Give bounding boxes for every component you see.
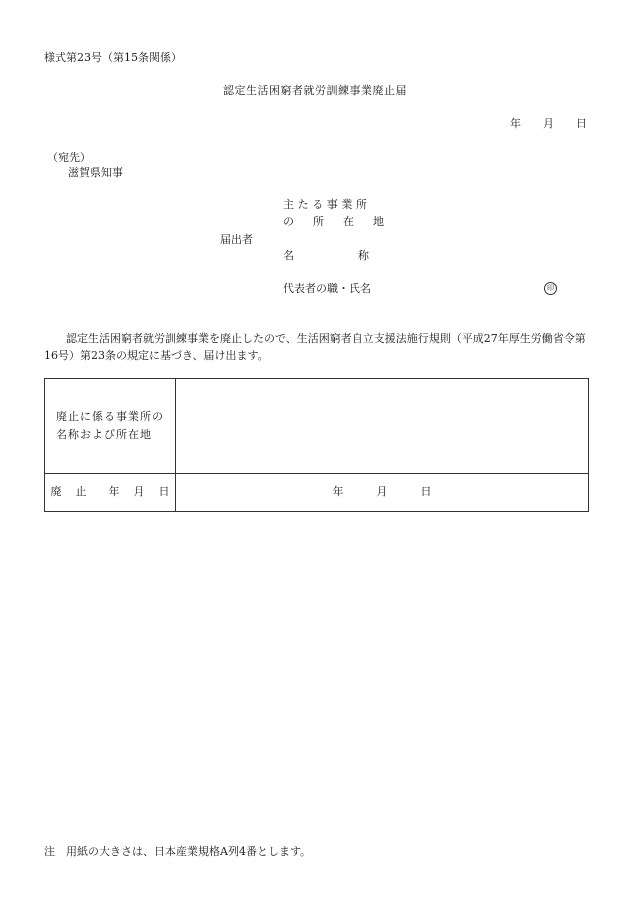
date-month: 月 [543,117,554,130]
abolition-date-label-char: 廃 [50,485,62,499]
representative-label: 代表者の職・氏名 [283,282,371,295]
office-location-char: 在 [343,215,354,228]
office-location-label-line1: 主たる事業所 [283,198,371,211]
abolition-date-label-char: 止 [75,485,87,499]
name-label-char: 名 [283,249,294,262]
addressee-label: （宛先） [47,151,91,164]
name-label [283,249,369,263]
office-location-char: 所 [313,215,324,228]
abolition-date-month: 月 [376,485,388,499]
body-text-content: 認定生活困窮者就労訓練事業を廃止したので、生活困窮者自立支援法施行規則（平成27年厚生労働省令第16号）第23条の規定に基づき、届け出ます。 [44,332,586,362]
office-name-location-label-line1: 廃止に係る事業所の [56,410,164,423]
abolition-date-label [45,474,176,512]
table-row [45,474,589,512]
addressee-governor: 滋賀県知事 [68,166,123,179]
office-location-char: 地 [373,215,384,228]
abolition-date-day: 日 [420,485,432,499]
submission-date [510,117,587,131]
office-location-char: の [283,215,294,228]
abolition-date-label-char: 月 [133,485,145,499]
date-year: 年 [510,117,521,130]
office-name-location-label [45,379,176,474]
name-label-char: 称 [358,249,369,262]
seal-mark: 印 [544,282,557,295]
notifier-label: 届出者 [220,233,253,246]
body-text [44,330,594,364]
form-number: 様式第23号（第15条関係） [44,51,182,64]
abolition-date-label-char: 年 [108,485,120,499]
abolition-date-field[interactable] [176,474,589,512]
abolition-form-table [44,378,589,512]
date-day: 日 [576,117,587,130]
abolition-date-label-char: 日 [158,485,170,499]
abolition-date-year: 年 [332,485,344,499]
office-name-location-label-line2: 名称および所在地 [56,428,152,441]
office-name-location-field[interactable] [176,379,589,474]
footnote: 注 用紙の大きさは、日本産業規格A列4番とします。 [44,845,312,858]
office-location-label-line2 [283,215,384,229]
table-row [45,379,589,474]
document-title: 認定生活困窮者就労訓練事業廃止届 [223,84,407,97]
